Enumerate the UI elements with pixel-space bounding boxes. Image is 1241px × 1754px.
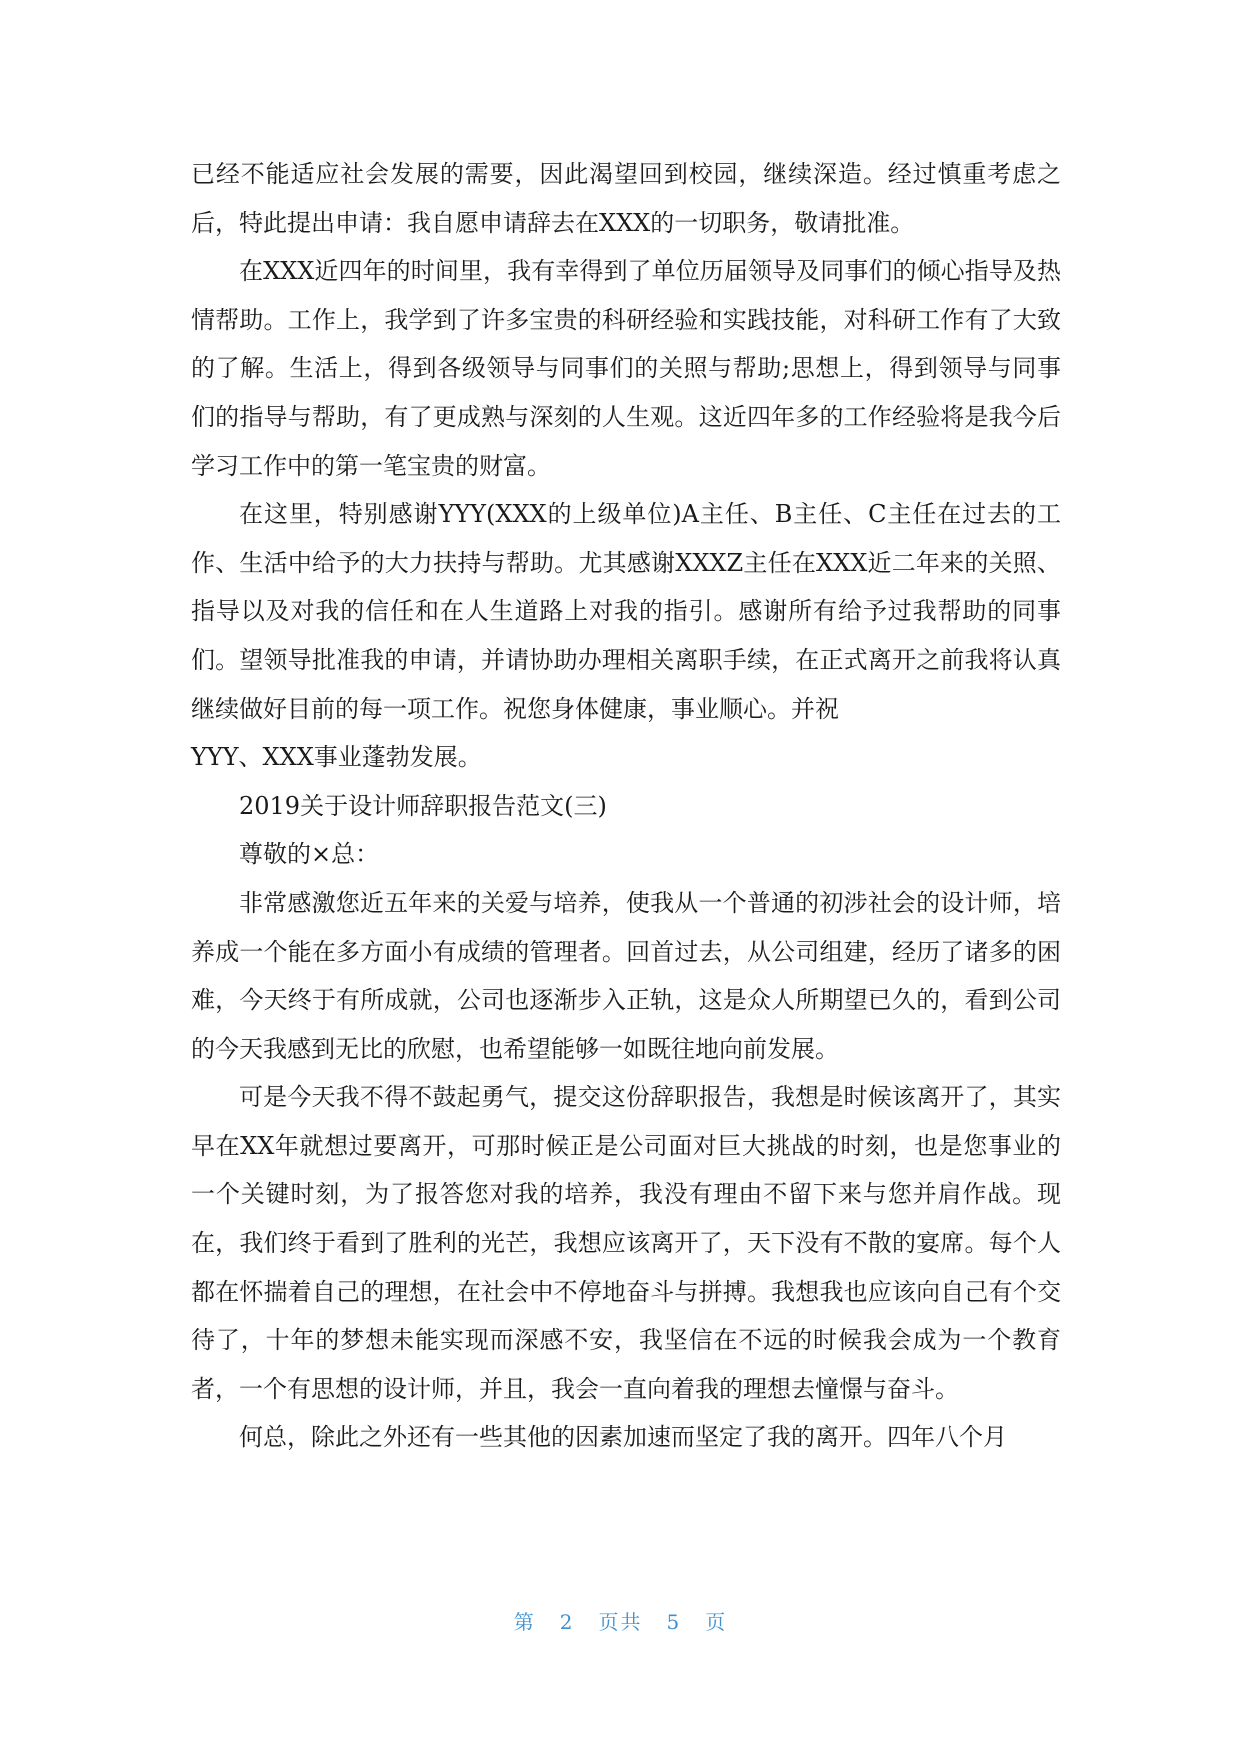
footer-label-end: 页: [705, 1610, 728, 1634]
paragraph-gratitude-colleagues: 在XXX近四年的时间里，我有幸得到了单位历届领导及同事们的倾心指导及热情帮助。工作上，我学到了许多宝贵的科研经验和实践技能，对科研工作有了大致的了解。生活上，得到各级领导与同事们的关照与帮助;思想上，得到领导与同事们的指导与帮助，有了更成熟与深刻的人生观。这近四年多的工作经验将是我今后学习工作中的第一笔宝贵的财富。: [191, 257, 1061, 480]
paragraph-resignation-reason: 可是今天我不得不鼓起勇气，提交这份辞职报告，我想是时候该离开了，其实早在XX年就想过要离开，可那时候正是公司面对巨大挑战的时刻，也是您事业的一个关键时刻，为了报答您对我的培养，我没有理由不留下来与您并肩作战。现在，我们终于看到了胜利的光芒，我想应该离开了，天下没有不散的宴席。每个人都在怀揣着自己的理想，在社会中不停地奋斗与拼搏。我想我也应该向自己有个交待了，十年的梦想未能实现而深感不安，我坚信在不远的时候我会成为一个教育者，一个有思想的设计师，并且，我会一直向着我的理想去憧憬与奋斗。: [191, 1083, 1061, 1403]
paragraph-blessing-line: YYY、XXX事业蓬勃发展。: [191, 743, 482, 772]
section-heading: 2019关于设计师辞职报告范文(三): [239, 791, 607, 820]
footer-label-page: 第: [513, 1610, 536, 1634]
paragraph-other-factors: 何总，除此之外还有一些其他的因素加速而坚定了我的离开。四年八个月: [239, 1423, 1007, 1452]
salutation: 尊敬的×总：: [239, 840, 380, 869]
footer-label-of: 页共: [598, 1610, 643, 1634]
footer-current-page: 2: [559, 1610, 575, 1634]
footer-total-pages: 5: [666, 1610, 682, 1634]
paragraph-appreciation: 非常感激您近五年来的关爱与培养，使我从一个普通的初涉社会的设计师，培养成一个能在多方面小有成绩的管理者。回首过去，从公司组建，经历了诸多的困难，今天终于有所成就，公司也逐渐步入正轨，这是众人所期望已久的，看到公司的今天我感到无比的欣慰，也希望能够一如既往地向前发展。: [191, 888, 1061, 1063]
paragraph-special-thanks: 在这里，特别感谢YYY(XXX的上级单位)A主任、B主任、C主任在过去的工作、生活中给予的大力扶持与帮助。尤其感谢XXXZ主任在XXX近二年来的关照、指导以及对我的信任和在人生道路上对我的指引。感谢所有给予过我帮助的同事们。望领导批准我的申请，并请协助办理相关离职手续，在正式离开之前我将认真继续做好目前的每一项工作。祝您身体健康，事业顺心。并祝: [191, 500, 1061, 723]
page-footer: [0, 1606, 1241, 1635]
paragraph-continued-intro: 已经不能适应社会发展的需要，因此渴望回到校园，继续深造。经过慎重考虑之后，特此提出申请：我自愿申请辞去在XXX的一切职务，敬请批准。: [191, 160, 1061, 237]
document-body: [191, 150, 1061, 1462]
